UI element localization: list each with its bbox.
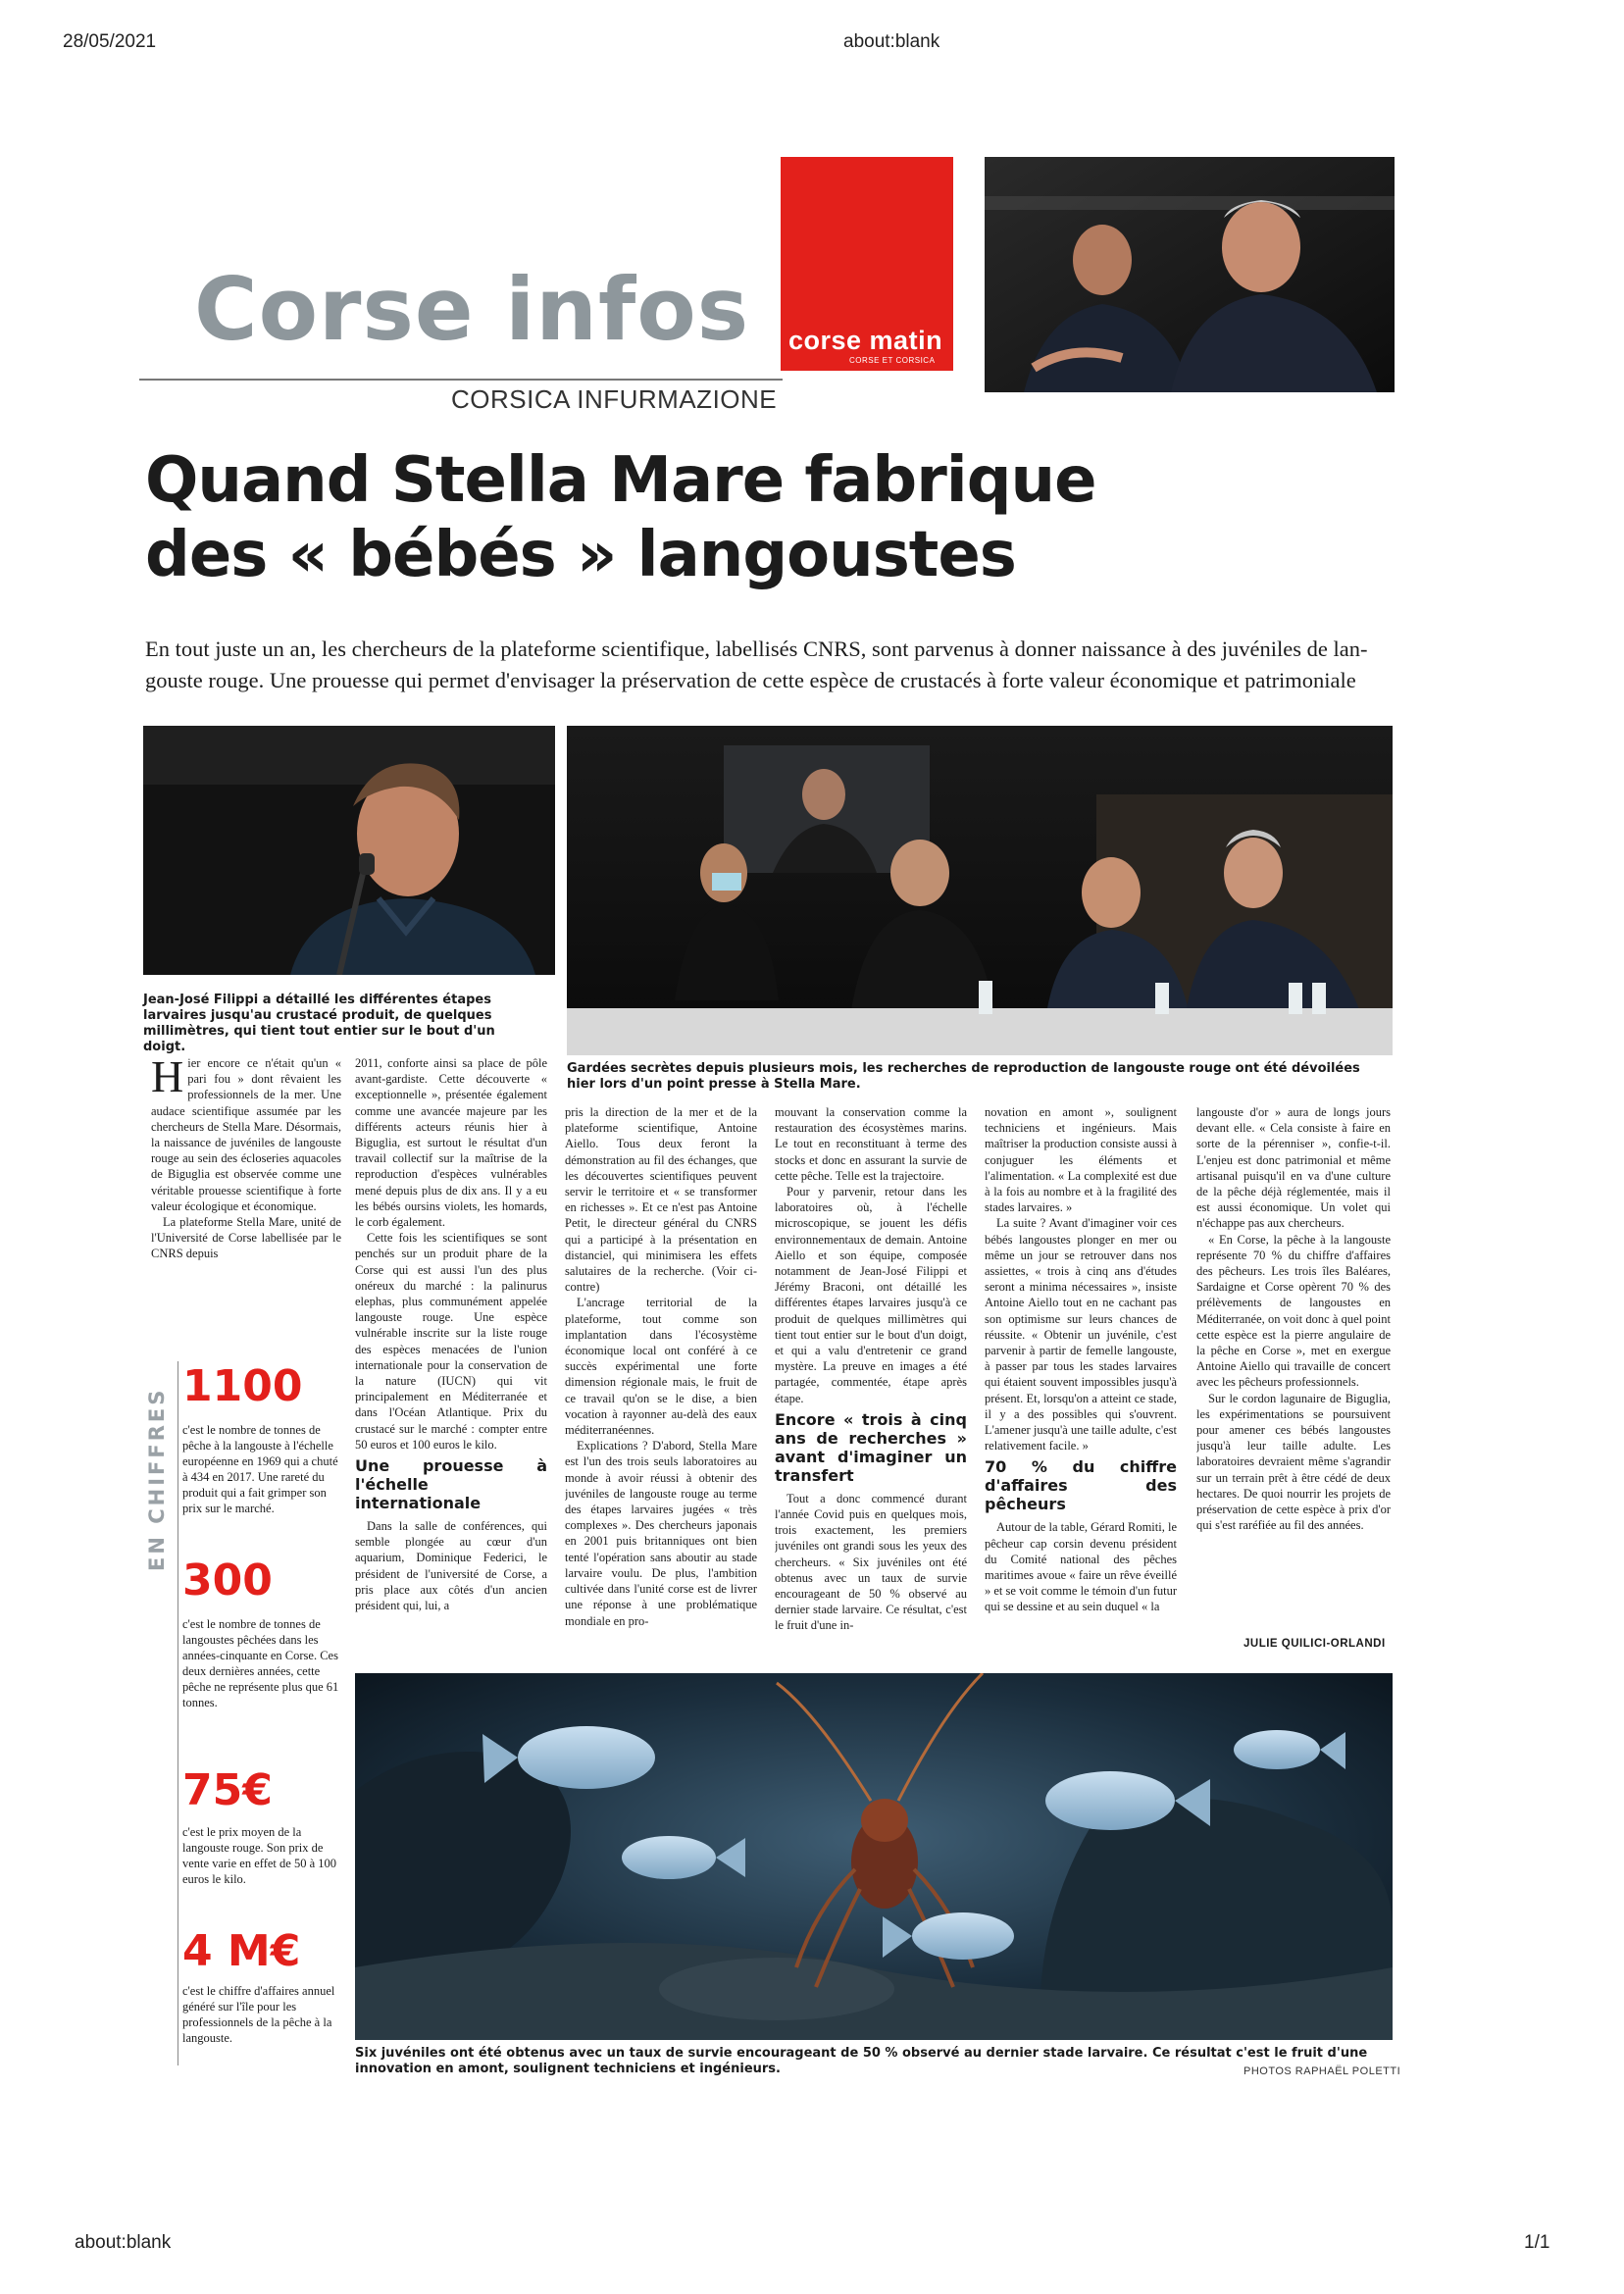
aquarium-lobster-photo <box>355 1673 1393 2040</box>
subhead: Encore « trois à cinq ans de recherches » avant d'imaginer un transfert <box>775 1409 967 1485</box>
standfirst-line-2: gouste rouge. Une prouesse qui permet d'envisager la préservation de cette espèce de crustacés à forte valeur économique et patrimoniale <box>145 668 1356 692</box>
paragraph: ier encore ce n'était qu'un « pari fou » dont rêvaient les professionnels de la mer. Une audace scientifique assumée par les chercheurs de Stella Mare. Désormais, la naissance de juvéniles de langouste rouge au sein des écloseries aquacoles de Biguglia est observée comme une véritable prouesse scientifique à forte valeur écologique et économique. <box>151 1056 341 1213</box>
article-column-5 <box>985 1104 1177 1663</box>
figure-number: 1100 <box>182 1361 303 1411</box>
figure-text: c'est le nombre de tonnes de langoustes pêchées dans les années-cinquante en Corse. Ces deux dernières années, cette pêche ne représente plus que 61 tonnes. <box>182 1617 339 1709</box>
paragraph: « En Corse, la pêche à la langouste représente 70 % du chiffre d'affaires des pêcheurs. Les trois îles Baléares, Sardaigne et Corse opèrent 70 % des prélèvements de langoustes en Méditerranée, on voit donc à quel point cette espèce est la pierre angulaire de la pêche en Corse », met en exergue Antoine Aiello qui travaille de concert avec les pêcheurs professionnels. <box>1196 1232 1391 1390</box>
caption-panel: Gardées secrètes depuis plusieurs mois, les recherches de reproduction de langouste rouge ont été dévoilées hier lors d'un point presse à Stella Mare. <box>567 1061 1360 1092</box>
photo-credit: PHOTOS RAPHAËL POLETTI <box>1243 2065 1401 2077</box>
press-conference-photo <box>985 157 1395 392</box>
logo-word: corse matin <box>788 326 943 355</box>
standfirst-line-1: En tout juste un an, les chercheurs de la plateforme scientifique, labellisés CNRS, sont parvenus à donner naissance à des juvéniles de lan- <box>145 637 1368 661</box>
paragraph: Autour de la table, Gérard Romiti, le pêcheur cap corsin devenu président du Comité national des pêches maritimes avoue « faire un rêve éveillé » et se voit comme le témoin d'un futur qui se dessine et au sein duquel « la <box>985 1520 1177 1614</box>
byline: JULIE QUILICI-ORLANDI <box>1243 1638 1386 1650</box>
sidebar-heading: EN CHIFFRES <box>145 1387 169 1571</box>
paragraph: mouvant la conservation comme la restauration des écosystèmes marins. Le tout en reconstituant à terme des stocks et donc en assurant la survie de cette pêche. Telle est la trajectoire. <box>775 1105 967 1183</box>
print-date: 28/05/2021 <box>63 31 157 52</box>
paragraph: Sur le cordon lagunaire de Biguglia, les expérimentations se poursuivent pour amener ces bébés langoustes jusqu'à leur taille adulte. Les laboratoires devraient même s'agrandir sur un terrain prêt à être cédé de deux hectares. De quoi nourrir les projets de préservation de cette espèce à prix d'or qui s'est raréfiée au fil des années. <box>1196 1391 1391 1533</box>
headline-line-1: Quand Stella Mare fabrique <box>145 444 1096 517</box>
masthead-rule <box>139 379 783 381</box>
figure-text: c'est le nombre de tonnes de pêche à la langouste à l'échelle européenne en 1969 qui a chuté à 434 en 2017. Une rareté du produit qui a fait grimper son prix sur le marché. <box>182 1423 338 1515</box>
figure-number: 75€ <box>182 1765 273 1815</box>
paragraph: Cette fois les scientifiques se sont penchés sur un produit phare de la Corse qui est aussi l'un des plus onéreux du marché : la palinurus elephas, plus communément appelée langouste rouge. Une espèce vulnérable inscrite sur la liste rouge des espèces menacées de l'union internationale pour la conservation de la nature (IUCN) qui vit principalement en Méditerranée et dans l'Océan Atlantique. Prix du crustacé sur le marché : compter entre 50 euros et 100 euros le kilo. <box>355 1231 547 1452</box>
figure-number: 4 M€ <box>182 1926 301 1976</box>
paragraph: langouste d'or » aura de longs jours devant elle. « Cela consiste à faire en sorte de la pérenniser », confie-t-il. L'enjeu est donc patrimonial et même artisanal puisqu'il en va d'une culture de la pêche déjà réglementée, mais il est aussi économique. Un volet qui n'échappe pas aux chercheurs. <box>1196 1105 1391 1231</box>
figure-text: c'est le chiffre d'affaires annuel généré sur l'île pour les professionnels de la pêche à la langouste. <box>182 1984 335 2045</box>
subhead: Une prouesse à l'échelle internationale <box>355 1456 547 1513</box>
figure-number: 300 <box>182 1555 273 1606</box>
paragraph: pris la direction de la mer et de la plateforme scientifique, Antoine Aiello. Tous deux feront la démonstration au fil des échanges, que les découvertes scientifiques peuvent servir le territoire et « se transformer en richesses ». Et ce n'est pas Antoine Petit, le directeur général du CNRS qui a participé à la présentation en distanciel, qui minimisera les effets salutaires de la recherche. (Voir ci-contre) <box>565 1105 757 1295</box>
figure-text: c'est le prix moyen de la langouste rouge. Son prix de vente varie en effet de 50 à 100 euros le kilo. <box>182 1825 336 1886</box>
logo-tagline: CORSE ET CORSICA <box>849 356 936 365</box>
masthead-subtitle: CORSICA INFURMAZIONE <box>451 384 778 414</box>
article-column-6 <box>1196 1104 1391 1630</box>
print-page-count: 1/1 <box>1524 2232 1550 2253</box>
caption-portrait: Jean-José Filippi a détaillé les différentes étapes larvaires jusqu'au crustacé produit, de quelques millimètres, qui tient tout entier sur le bout d'un doigt. <box>143 993 495 1054</box>
subhead: 70 % du chiffre d'affaires des pêcheurs <box>985 1457 1177 1514</box>
corse-matin-logo <box>781 157 953 371</box>
caption-aquarium: Six juvéniles ont été obtenus avec un taux de survie encourageant de 50 % observé au dernier stade larvaire. Ce résultat c'est le fruit d'une innovation en amont, soulignent techniciens et ingénieurs. <box>355 2046 1368 2076</box>
paragraph: Pour y parvenir, retour dans les laboratoires où, à l'échelle microscopique, se jouent les défis environnementaux de demain. Antoine Aiello et son équipe, composée notamment de Jean-José Filippi et Jérémy Braconi, ont détaillé les différentes étapes larvaires jusqu'à ce produit de quelques millimètres qui tient tout entier sur le bout d'un doigt, et qui a valu d'entretenir ce grand mystère. La preuve en images a été partagée, commentée, étape après étape. <box>775 1185 967 1405</box>
panel-table-photo <box>567 726 1393 1055</box>
article-column-4 <box>775 1104 967 1663</box>
speaker-portrait-photo <box>143 726 555 975</box>
paragraph: Tout a donc commencé durant l'année Covid puis en quelques mois, trois exactement, les premiers juvéniles ont grandi sous les yeux des chercheurs. « Six juvéniles ont été obtenus avec un taux de survie encourageant de 50 % observé au dernier stade larvaire. Ce résultat, c'est le fruit d'une in- <box>775 1491 967 1633</box>
paragraph: La plateforme Stella Mare, unité de l'Université de Corse labellisée par le CNRS depuis <box>151 1215 341 1261</box>
print-footer-url: about:blank <box>75 2232 172 2253</box>
article-column-3 <box>565 1104 757 1663</box>
dropcap: H <box>151 1055 184 1101</box>
paragraph: L'ancrage territorial de la plateforme, tout comme son implantation dans l'écosystème économique local ont conféré à ce succès expérimental une forte dimension régionale mais, le fruit de ce travail qu'on se le dise, a bien vocation à rayonner au-delà des eaux méditerranéennes. <box>565 1296 757 1438</box>
paragraph: 2011, conforte ainsi sa place de pôle avant-gardiste. Cette découverte « exceptionnelle », présentée également comme une avancée majeure par les différents acteurs réunis hier à Biguglia, est surtout le résultat d'un travail collectif sur la maîtrise de la reproduction d'espèces vulnérables mené depuis plus de dix ans. Il y a eu les bébés oursins violets, les homards, le corb également. <box>355 1056 547 1230</box>
print-url: about:blank <box>843 31 940 52</box>
paragraph: Explications ? D'abord, Stella Mare est l'un des trois seuls laboratoires au monde à avoir réussi à obtenir des juvéniles de langouste rouge au terme des étapes larvaires jugées « très complexes ». Des chercheurs japonais en 2001 puis britanniques ont bien tenté l'opération sans aboutir au stade larvaire voulu. De plus, l'ambition cultivée dans l'unité corse est de livrer une réponse à une problématique mondiale en pro- <box>565 1439 757 1628</box>
paragraph: La suite ? Avant d'imaginer voir ces bébés langoustes plonger en mer ou même un jour se retrouver dans nos assiettes, « trois à cinq ans d'études seront a minima nécessaires », insiste Antoine Aiello tout en ne cachant pas son optimisme sur leurs chances de réussite. « Obtenir un juvénile, c'est parvenir à partir de femelle langouste, à passer par tous les stades larvaires qui étaient souvent impossibles jusqu'à présent. Et, lorsqu'on a atteint ce stade, il y a des possibles qui s'ouvrent. L'amener jusqu'à une taille adulte, c'est relativement facile. » <box>985 1216 1177 1453</box>
paragraph: Dans la salle de conférences, qui semble plongée au cœur d'un aquarium, Dominique Federici, le président de l'université de Corse, a pris place aux côtés d'un ancien président qui, lui, a <box>355 1519 547 1613</box>
masthead-title: Corse infos <box>194 259 750 360</box>
headline-line-2: des « bébés » langoustes <box>145 519 1016 591</box>
article-column-2 <box>355 1055 547 1663</box>
paragraph: novation en amont », soulignent techniciens et ingénieurs. Mais maîtriser la production consiste aussi à conjuguer les éléments et l'alimentation. « La complexité est due à la fois au nombre et à la fragilité des stades larvaires. » <box>985 1105 1177 1215</box>
article-column-1 <box>151 1055 341 1357</box>
